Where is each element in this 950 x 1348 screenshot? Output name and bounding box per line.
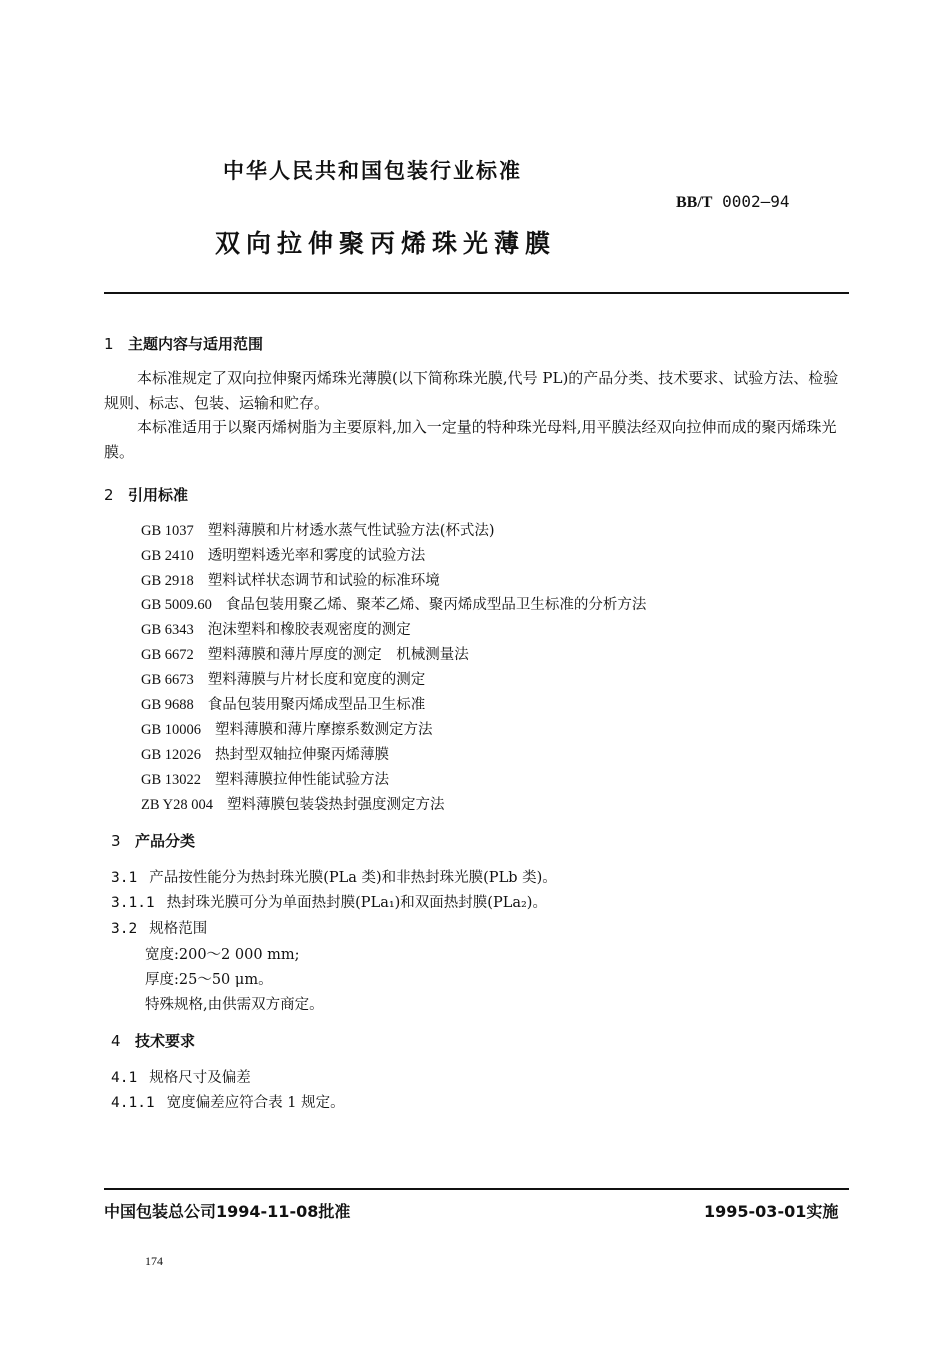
thickness-range: 厚度:25～50 μm。 bbox=[145, 972, 273, 988]
footer-divider bbox=[104, 1188, 849, 1190]
reference-code: GB 6343 bbox=[141, 622, 194, 638]
clause-3-2 bbox=[111, 917, 207, 938]
section-4-heading bbox=[111, 1030, 195, 1051]
section-1-number: 1 bbox=[104, 335, 114, 353]
clause-text: 宽度偏差应符合表 1 规定。 bbox=[166, 1095, 345, 1111]
reference-title: 塑料薄膜拉伸性能试验方法 bbox=[215, 772, 390, 788]
clause-number: 4.1.1 bbox=[111, 1095, 155, 1111]
section-3-number: 3 bbox=[111, 832, 121, 850]
reference-item bbox=[141, 593, 646, 614]
standard-code bbox=[676, 192, 790, 212]
reference-code: GB 6672 bbox=[141, 647, 194, 663]
reference-item bbox=[141, 519, 495, 540]
clause-number: 3.1.1 bbox=[111, 895, 155, 911]
reference-item bbox=[141, 693, 425, 714]
reference-code: GB 9688 bbox=[141, 697, 194, 713]
industry-standard-heading: 中华人民共和国包装行业标准 bbox=[223, 159, 522, 183]
clause-4-1 bbox=[111, 1066, 251, 1087]
reference-title: 塑料薄膜包装袋热封强度测定方法 bbox=[226, 797, 445, 813]
clause-text: 规格尺寸及偏差 bbox=[149, 1070, 251, 1086]
reference-title: 塑料薄膜和片材透水蒸气性试验方法(杯式法) bbox=[207, 523, 495, 539]
reference-title: 塑料薄膜和薄片厚度的测定 机械测量法 bbox=[207, 647, 469, 663]
reference-code: ZB Y28 004 bbox=[141, 797, 213, 813]
clause-text: 热封珠光膜可分为单面热封膜(PLa₁)和双面热封膜(PLa₂)。 bbox=[166, 895, 547, 911]
section-1-heading bbox=[104, 333, 263, 354]
reference-item bbox=[141, 618, 411, 639]
section-2-title: 引用标准 bbox=[128, 486, 189, 504]
reference-item bbox=[141, 544, 425, 565]
effective-date: 1995-03-01实施 bbox=[704, 1202, 839, 1221]
document-title: 双向拉伸聚丙烯珠光薄膜 bbox=[215, 229, 557, 258]
reference-code: GB 2410 bbox=[141, 548, 194, 564]
reference-code: GB 2918 bbox=[141, 573, 194, 589]
reference-title: 热封型双轴拉伸聚丙烯薄膜 bbox=[215, 747, 390, 763]
clause-number: 4.1 bbox=[111, 1070, 138, 1086]
section-3-heading bbox=[111, 830, 195, 851]
clause-3-1 bbox=[111, 866, 557, 887]
section-3-title: 产品分类 bbox=[135, 832, 196, 850]
reference-item bbox=[141, 793, 444, 814]
page-number: 174 bbox=[145, 1254, 163, 1268]
reference-code: GB 10006 bbox=[141, 722, 202, 738]
clause-text: 产品按性能分为热封珠光膜(PLa 类)和非热封珠光膜(PLb 类)。 bbox=[149, 870, 557, 886]
section-4-number: 4 bbox=[111, 1032, 121, 1050]
standard-code-prefix: BB/T bbox=[676, 194, 713, 211]
section-4-title: 技术要求 bbox=[135, 1032, 196, 1050]
reference-title: 塑料薄膜与片材长度和宽度的测定 bbox=[207, 672, 426, 688]
reference-item bbox=[141, 768, 389, 789]
reference-title: 透明塑料透光率和雾度的试验方法 bbox=[207, 548, 426, 564]
special-spec-note: 特殊规格,由供需双方商定。 bbox=[145, 997, 324, 1013]
width-range: 宽度:200～2 000 mm; bbox=[145, 947, 300, 963]
section-2-number: 2 bbox=[104, 486, 114, 504]
reference-item bbox=[141, 718, 433, 739]
reference-title: 塑料薄膜和薄片摩擦系数测定方法 bbox=[215, 722, 433, 738]
reference-title: 塑料试样状态调节和试验的标准环境 bbox=[207, 573, 440, 589]
reference-title: 食品包装用聚乙烯、聚苯乙烯、聚丙烯成型品卫生标准的分析方法 bbox=[225, 597, 647, 613]
reference-code: GB 5009.60 bbox=[141, 597, 212, 613]
section-1-paragraph-1: 本标准规定了双向拉伸聚丙烯珠光薄膜(以下简称珠光膜,代号 PL)的产品分类、技术要求、试验方法、检验规则、标志、包装、运输和贮存。 bbox=[104, 369, 839, 412]
section-1-paragraph-2: 本标准适用于以聚丙烯树脂为主要原料,加入一定量的特种珠光母料,用平膜法经双向拉伸而成的聚丙烯珠光膜。 bbox=[104, 418, 837, 461]
approval-date: 中国包装总公司1994-11-08批准 bbox=[104, 1202, 351, 1221]
reference-title: 食品包装用聚丙烯成型品卫生标准 bbox=[207, 697, 426, 713]
clause-3-1-1 bbox=[111, 891, 547, 912]
reference-item bbox=[141, 569, 440, 590]
reference-item bbox=[141, 743, 389, 764]
reference-item bbox=[141, 668, 425, 689]
reference-code: GB 6673 bbox=[141, 672, 194, 688]
reference-item bbox=[141, 643, 469, 664]
section-1-title: 主题内容与适用范围 bbox=[128, 335, 264, 353]
header-divider bbox=[104, 292, 849, 294]
standard-code-number: 0002—94 bbox=[722, 192, 790, 211]
reference-title: 泡沫塑料和橡胶表观密度的测定 bbox=[207, 622, 411, 638]
section-2-heading bbox=[104, 484, 188, 505]
clause-4-1-1 bbox=[111, 1091, 345, 1112]
clause-number: 3.1 bbox=[111, 870, 138, 886]
clause-text: 规格范围 bbox=[149, 921, 208, 937]
reference-code: GB 12026 bbox=[141, 747, 202, 763]
clause-number: 3.2 bbox=[111, 921, 138, 937]
reference-code: GB 1037 bbox=[141, 523, 194, 539]
reference-code: GB 13022 bbox=[141, 772, 202, 788]
